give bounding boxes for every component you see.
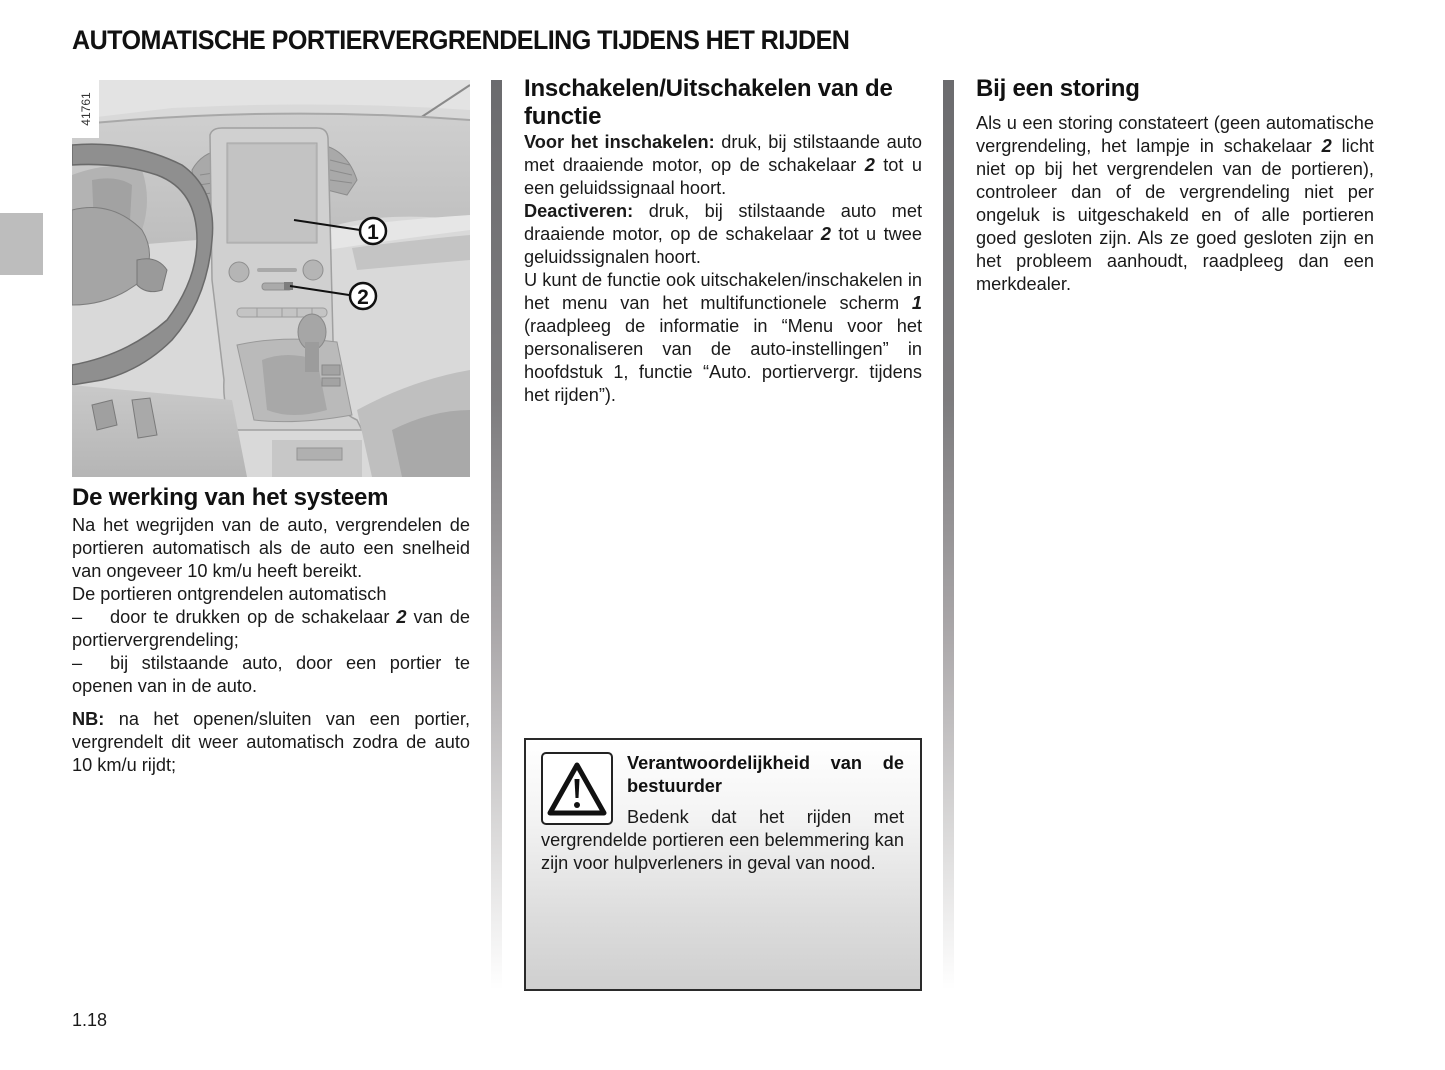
- reference-number: 1: [911, 293, 922, 313]
- section-heading: Inschakelen/Uitschakelen van de functie: [524, 75, 893, 130]
- list-item: – door te drukken op de schakelaar 2 van de portiervergrendeling;: [72, 607, 470, 650]
- callout-1-marker: [360, 218, 386, 244]
- car-interior-drawing: [72, 80, 470, 477]
- svg-text:2: 2: [357, 286, 369, 309]
- note-paragraph: NB: na het openen/sluiten van een portier, vergrendelt dit weer automatisch zodra de auto 10 km/u rijdt;: [72, 709, 470, 775]
- chapter-tab-marker: [0, 213, 43, 275]
- reference-number: 2: [1321, 136, 1332, 156]
- section-heading: Bij een storing: [976, 75, 1140, 102]
- figure-number-label: 41761: [72, 80, 99, 138]
- section-heading: De werking van het systeem: [72, 484, 389, 511]
- reference-number: 2: [864, 155, 875, 175]
- svg-text:1: 1: [367, 221, 379, 244]
- warning-text: Bedenk dat het rijden met vergrendelde portieren een belemmering kan zijn voor hulpverleners in geval van nood.: [541, 807, 904, 873]
- note-label: NB:: [72, 709, 105, 729]
- dash-bullet: –: [72, 653, 83, 673]
- page-title: AUTOMATISCHE PORTIERVERGRENDELING TIJDENS HET RIJDEN: [72, 25, 850, 55]
- paragraph: Deactiveren: druk, bij stilstaande auto met draaiende motor, op de schakelaar 2 tot u twee geluidssignalen hoort.: [524, 201, 922, 267]
- paragraph: Na het wegrijden van de auto, vergrendelen de portieren automatisch als de auto een snelheid van ongeveer 10 km/u heeft bereikt.: [72, 515, 470, 581]
- dashboard-illustration: [72, 80, 470, 477]
- warning-box: [524, 738, 922, 991]
- column-divider-bar: [491, 80, 502, 990]
- paragraph: Voor het inschakelen: druk, bij stilstaande auto met draaiende motor, op de schakelaar 2 tot u een geluidssignaal hoort.: [524, 132, 922, 198]
- enable-label: Voor het inschakelen:: [524, 132, 715, 152]
- callout-2-marker: [350, 283, 376, 309]
- warning-title: Verantwoordelijkheid van de bestuurder: [627, 753, 904, 796]
- paragraph: Als u een storing constateert (geen automatische vergrendeling, het lampje in schakelaar 2 licht niet op bij het vergrendelen van de portieren), controleer dan of de vergrendeling niet per ongeluk is uitgeschakeld en of alle portieren goed gesloten zijn. Als ze goed gesloten zijn en het probleem aanhoudt, raadpleeg dan een merkdealer.: [976, 113, 1374, 294]
- dash-bullet: –: [72, 607, 83, 627]
- paragraph: U kunt de functie ook uitschakelen/inschakelen in het menu van het multifunctionele scherm 1 (raadpleeg de informatie in “Menu voor het personaliseren van de auto-instellingen” in hoofdstuk 1, functie “Auto. portiervergr. tijdens het rijden”).: [524, 270, 922, 405]
- list-item: – bij stilstaande auto, door een portier te openen van in de auto.: [72, 653, 470, 696]
- page-number: 1.18: [72, 1010, 108, 1030]
- section-operation: [72, 484, 470, 777]
- section-fault: [976, 75, 1374, 296]
- disable-label: Deactiveren:: [524, 201, 634, 221]
- reference-number: 2: [820, 224, 832, 244]
- warning-triangle-icon: [541, 752, 613, 825]
- paragraph: De portieren ontgrendelen automatisch: [72, 584, 387, 604]
- reference-number: 2: [396, 607, 407, 627]
- section-toggle: [524, 75, 922, 407]
- column-divider-bar: [943, 80, 954, 990]
